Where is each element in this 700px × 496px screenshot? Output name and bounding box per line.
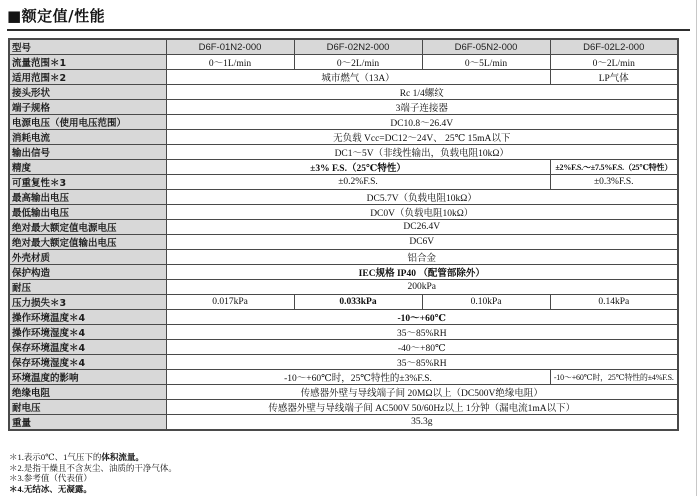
page-edge-line	[696, 0, 697, 496]
footnote: ＊1.表示0℃、1气压下的体积流量。	[9, 452, 144, 462]
spec-value: DC0V（负载电阻10kΩ）	[166, 205, 678, 220]
spec-row	[9, 220, 678, 235]
row-label: 接头形状	[9, 85, 166, 100]
model-name: D6F-02L2-000	[550, 39, 678, 55]
spec-row	[9, 265, 678, 280]
spec-value: DC6V	[166, 235, 678, 250]
row-label: 输出信号	[9, 145, 166, 160]
row-label: 耐压	[9, 280, 166, 295]
spec-row	[9, 295, 678, 310]
row-label: 电源电压（使用电压范围）	[9, 115, 166, 130]
model-header-row	[9, 39, 678, 55]
row-label: 可重复性＊3	[9, 175, 166, 190]
spec-row	[9, 100, 678, 115]
spec-value: ±0.2%F.S.	[166, 175, 550, 190]
spec-value: DC1～5V（非线性输出，负载电阻10kΩ）	[166, 145, 678, 160]
spec-row	[9, 115, 678, 130]
spec-row	[9, 175, 678, 190]
spec-table	[8, 38, 679, 431]
spec-value: Rc 1/4螺纹	[166, 85, 678, 100]
row-label: 压力损失＊3	[9, 295, 166, 310]
spec-value: 0.10kPa	[422, 295, 550, 310]
spec-row	[9, 70, 678, 85]
row-label: 操作环境湿度＊4	[9, 325, 166, 340]
spec-table-body	[9, 39, 678, 430]
spec-value: 0.017kPa	[166, 295, 294, 310]
row-label: 精度	[9, 160, 166, 175]
spec-row	[9, 235, 678, 250]
spec-value: 传感器外壁与导线端子间 20MΩ以上（DC500V绝缘电阻）	[166, 385, 678, 400]
row-label: 保护构造	[9, 265, 166, 280]
spec-value: DC10.8～26.4V	[166, 115, 678, 130]
spec-row	[9, 85, 678, 100]
row-label: 保存环境湿度＊4	[9, 355, 166, 370]
model-name: D6F-02N2-000	[294, 39, 422, 55]
footnote: ＊3.参考值（代表值）	[9, 473, 92, 483]
spec-row	[9, 145, 678, 160]
row-label: 端子规格	[9, 100, 166, 115]
spec-row	[9, 370, 678, 385]
spec-value: 0～1L/min	[166, 55, 294, 70]
spec-value: 35～85%RH	[166, 355, 678, 370]
spec-row	[9, 415, 678, 431]
row-label: 耐电压	[9, 400, 166, 415]
spec-value: ±3% F.S.（25℃特性）	[166, 160, 550, 175]
spec-row	[9, 385, 678, 400]
spec-value: 35～85%RH	[166, 325, 678, 340]
row-label: 消耗电流	[9, 130, 166, 145]
spec-value: 0～2L/min	[294, 55, 422, 70]
row-label: 适用范围＊2	[9, 70, 166, 85]
row-label: 绝对最大额定值电源电压	[9, 220, 166, 235]
model-name: D6F-05N2-000	[422, 39, 550, 55]
spec-value: 0.033kPa	[294, 295, 422, 310]
spec-value: 200kPa	[166, 280, 678, 295]
row-label: 外壳材质	[9, 250, 166, 265]
spec-value: DC5.7V（负载电阻10kΩ）	[166, 190, 678, 205]
spec-value: IEC规格 IP40 （配管部除外）	[166, 265, 678, 280]
spec-value: -40～+80℃	[166, 340, 678, 355]
spec-row	[9, 250, 678, 265]
spec-row	[9, 400, 678, 415]
spec-value: LP气体	[550, 70, 678, 85]
spec-row	[9, 55, 678, 70]
spec-value: 3端子连接器	[166, 100, 678, 115]
spec-row	[9, 130, 678, 145]
row-label: 最低输出电压	[9, 205, 166, 220]
row-label: 环境温度的影响	[9, 370, 166, 385]
spec-value: 无负载 Vcc=DC12～24V、 25℃ 15mA以下	[166, 130, 678, 145]
footnote: ＊4.无结冰、无凝露。	[9, 483, 92, 494]
spec-row	[9, 160, 678, 175]
row-label: 最高输出电压	[9, 190, 166, 205]
row-label-model: 型号	[9, 39, 166, 55]
spec-row	[9, 325, 678, 340]
spec-value: -10～+60℃时，25℃特性的±4%F.S.	[550, 370, 678, 385]
spec-value: DC26.4V	[166, 220, 678, 235]
spec-value: ±2%F.S.～±7.5%F.S.（25℃特性）	[550, 160, 678, 175]
spec-value: 0～5L/min	[422, 55, 550, 70]
row-label: 绝缘电阻	[9, 385, 166, 400]
model-name: D6F-01N2-000	[166, 39, 294, 55]
spec-row	[9, 205, 678, 220]
row-label: 绝对最大额定值输出电压	[9, 235, 166, 250]
spec-value: 传感器外壁与导线端子间 AC500V 50/60Hz以上 1分钟（漏电流1mA以下）	[166, 400, 678, 415]
spec-value: 0～2L/min	[550, 55, 678, 70]
spec-row	[9, 310, 678, 325]
spec-row	[9, 280, 678, 295]
row-label: 流量范围＊1	[9, 55, 166, 70]
row-label: 操作环境温度＊4	[9, 310, 166, 325]
spec-row	[9, 190, 678, 205]
row-label: 重量	[9, 415, 166, 431]
spec-value: 0.14kPa	[550, 295, 678, 310]
spec-value: 35.3g	[166, 415, 678, 431]
spec-row	[9, 355, 678, 370]
footnotes	[9, 452, 177, 494]
spec-value: -10～+60℃	[166, 310, 678, 325]
spec-value: 城市燃气（13A）	[166, 70, 550, 85]
spec-row	[9, 340, 678, 355]
title-underline	[7, 29, 690, 31]
row-label: 保存环境温度＊4	[9, 340, 166, 355]
page-title: ■额定值/性能	[7, 7, 106, 25]
footnote: ＊2.是指干燥且不含灰尘、油质的干净气体。	[9, 462, 177, 473]
spec-value: ±0.3%F.S.	[550, 175, 678, 190]
spec-value: -10～+60℃时，25℃特性的±3%F.S.	[166, 370, 550, 385]
spec-value: 铝合金	[166, 250, 678, 265]
